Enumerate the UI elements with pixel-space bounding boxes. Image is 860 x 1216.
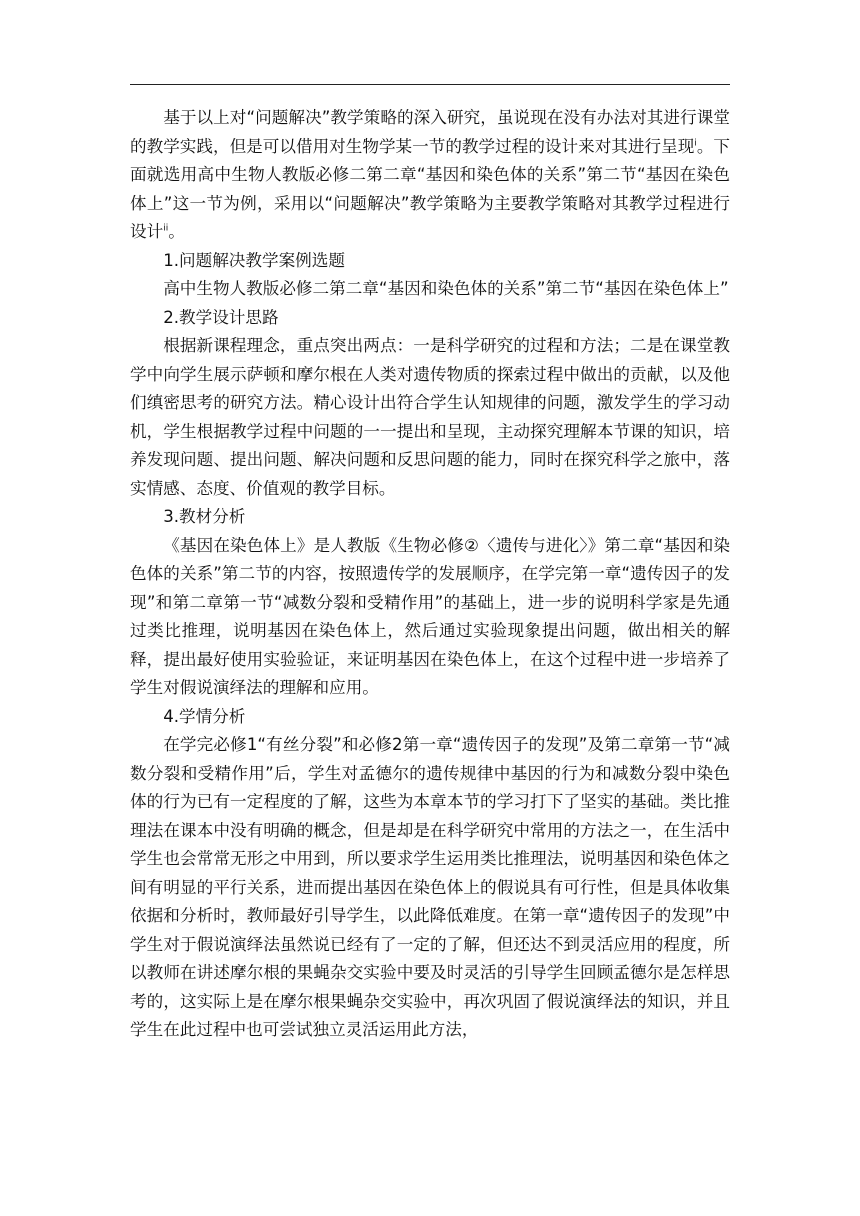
section-heading xyxy=(130,703,730,732)
text-run: 1.问题解决教学案例选题 xyxy=(163,250,345,270)
text-run: 基于以上对“问题解决”教学策略的深入研究，虽说现在没有办法对其进行课堂的教学实践，但是可以借用对生物学某一节的教学过程的设计来对其进行呈现 xyxy=(130,108,730,156)
footnote-marker: ii xyxy=(163,223,169,234)
text-run: 《基因在染色体上》是人教版《生物必修②〈遗传与进化〉》第二章“基因和染色体的关系”第二节的内容，按照遗传学的发展顺序，在学完第一章“遗传因子的发现”和第二章第一节“减数分裂和受精作用”的基础上，进一步的说明科学家是先通过类比推理，说明基因在染色体上，然后通过实验现象提出问题，做出相关的解释，提出最好使用实验验证，来证明基因在染色体上，在这个过程中进一步培养了学生对假说演绎法的理解和应用。 xyxy=(130,535,730,697)
section-heading xyxy=(130,503,730,532)
body-paragraph xyxy=(130,731,730,1045)
text-run: 高中生物人教版必修二第二章“基因和染色体的关系”第二节“基因在染色体上” xyxy=(163,279,729,298)
document-body xyxy=(130,104,730,1045)
footnote-marker: i xyxy=(694,137,697,148)
body-paragraph xyxy=(130,332,730,503)
body-paragraph xyxy=(130,104,730,247)
text-run: 。 xyxy=(168,222,185,241)
text-run: 2.教学设计思路 xyxy=(163,307,279,327)
body-paragraph xyxy=(130,532,730,703)
header-rule xyxy=(130,84,730,85)
section-heading xyxy=(130,247,730,276)
section-heading xyxy=(130,304,730,333)
text-run: 根据新课程理念，重点突出两点：一是科学研究的过程和方法；二是在课堂教学中向学生展示萨顿和摩尔根在人类对遗传物质的探索过程中做出的贡献，以及他们缜密思考的研究方法。精心设计出符合学生认知规律的问题，激发学生的学习动机，学生根据教学过程中问题的一一提出和呈现，主动探究理解本节课的知识，培养发现问题、提出问题、解决问题和反思问题的能力，同时在探究科学之旅中，落实情感、态度、价值观的教学目标。 xyxy=(130,336,730,498)
text-run: 3.教材分析 xyxy=(163,507,246,526)
text-run: 。下面就选用高中生物人教版必修二第二章“基因和染色体的关系”第二节“基因在染色体上”这一节为例，采用以“问题解决”教学策略为主要教学策略对其教学过程进行设计 xyxy=(130,136,731,241)
text-run: 在学完必修1“有丝分裂”和必修2第一章“遗传因子的发现”及第二章第一节“减数分裂和受精作用”后，学生对孟德尔的遗传规律中基因的行为和减数分裂中染色体的行为已有一定程度的了解，这些为本章本节的学习打下了坚实的基础。类比推理法在课本中没有明确的概念，但是却是在科学研究中常用的方法之一，在生活中学生也会常常无形之中用到，所以要求学生运用类比推理法，说明基因和染色体之间有明显的平行关系，进而提出基因在染色体上的假说具有可行性，但是具体收集依据和分析时，教师最好引导学生，以此降低难度。在第一章“遗传因子的发现”中学生对于假说演绎法虽然说已经有了一定的了解，但还达不到灵活应用的程度，所以教师在讲述摩尔根的果蝇杂交实验中要及时灵活的引导学生回顾孟德尔是怎样思考的，这实际上是在摩尔根果蝇杂交实验中，再次巩固了假说演绎法的知识，并且学生在此过程中也可尝试独立灵活运用此方法， xyxy=(130,735,730,1039)
text-run: 4.学情分析 xyxy=(163,706,246,726)
body-paragraph xyxy=(130,275,730,304)
